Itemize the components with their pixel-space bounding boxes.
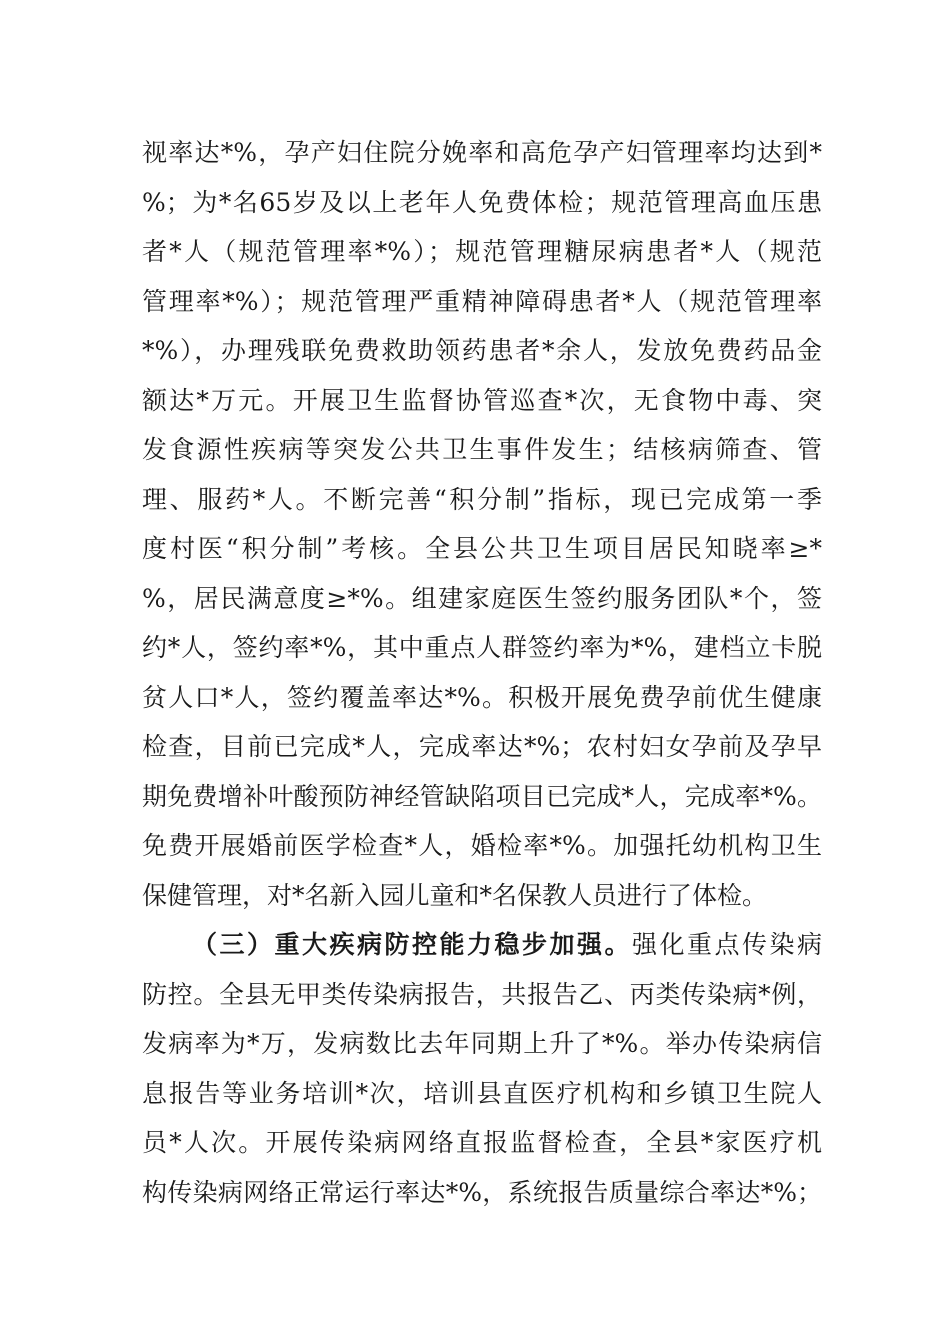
text-line: 员*人次。开展传染病网络直报监督检查，全县*家医疗机: [142, 1128, 822, 1157]
section-heading: （三）重大疾病防控能力稳步加强。: [192, 930, 632, 959]
text-line: 视率达*%，孕产妇住院分娩率和高危孕产妇管理率均达到*: [142, 138, 822, 167]
text-line: 发食源性疾病等突发公共卫生事件发生；结核病筛查、管: [142, 435, 822, 464]
section-heading-line: [142, 920, 822, 970]
text-line: 防控。全县无甲类传染病报告，共报告乙、丙类传染病*例，: [142, 979, 822, 1009]
text-line: 度村医“积分制”考核。全县公共卫生项目居民知晓率≥*: [142, 534, 822, 563]
text-line: 理、服药*人。不断完善“积分制”指标，现已完成第一季: [142, 484, 822, 514]
text-line: 检查，目前已完成*人，完成率达*%；农村妇女孕前及孕早: [142, 732, 822, 761]
text-line: *%），办理残联免费救助领药患者*余人，发放免费药品金: [142, 336, 822, 365]
text-line: 息报告等业务培训*次，培训县直医疗机构和乡镇卫生院人: [142, 1078, 822, 1108]
text-line: 贫人口*人，签约覆盖率达*%。积极开展免费孕前优生健康: [142, 682, 822, 712]
text-line: %；为*名65岁及以上老年人免费体检；规范管理高血压患: [142, 187, 822, 217]
paragraph-public-health: [142, 128, 822, 920]
text-line: %，居民满意度≥*%。组建家庭医生签约服务团队*个，签: [142, 583, 822, 613]
text-line: 期免费增补叶酸预防神经管缺陷项目已完成*人，完成率*%。: [142, 781, 822, 811]
text-line: 额达*万元。开展卫生监督协管巡查*次，无食物中毒、突: [142, 385, 822, 415]
heading-line-text: 强化重点传染病: [631, 930, 822, 959]
text-line: 保健管理，对*名新入园儿童和*名保教人员进行了体检。: [142, 880, 768, 910]
text-line: 管理率*%）；规范管理严重精神障碍患者*人（规范管理率: [142, 286, 822, 316]
text-line: 免费开展婚前医学检查*人，婚检率*%。加强托幼机构卫生: [142, 831, 822, 860]
text-line: 发病率为*万，发病数比去年同期上升了*%。举办传染病信: [142, 1029, 822, 1058]
text-line: 约*人，签约率*%，其中重点人群签约率为*%，建档立卡脱: [142, 633, 822, 662]
text-line: 者*人（规范管理率*%）；规范管理糖尿病患者*人（规范: [142, 237, 822, 266]
paragraph-disease-control: [142, 920, 822, 1217]
document-body: [142, 128, 822, 1217]
text-line: 构传染病网络正常运行率达*%，系统报告质量综合率达*%；: [142, 1177, 822, 1207]
